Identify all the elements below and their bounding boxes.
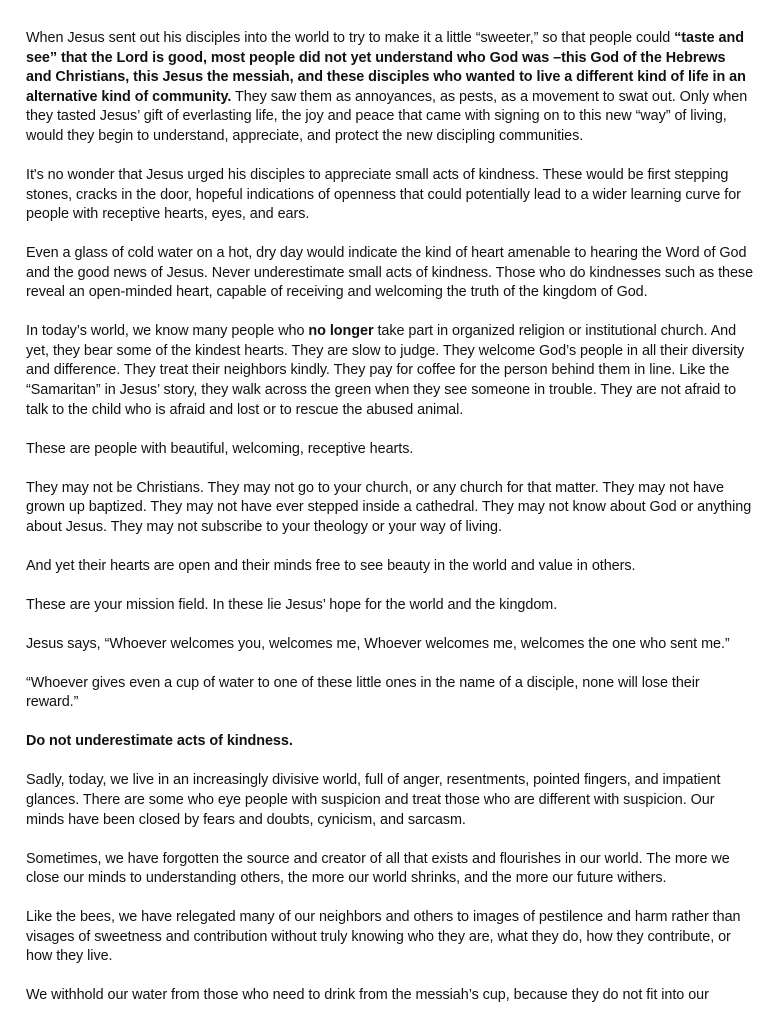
paragraph-do-not-underestimate <box>26 732 754 752</box>
text-span: They may not be Christians. They may not go to your church, or any church for that matter. They may not have grown up baptized. They may not have ever stepped inside a cathedral. They may not know about God or anything about Jesus. They may not subscribe to your theology or your way of living. <box>26 479 752 535</box>
paragraph-withhold-water <box>26 986 754 1006</box>
text-span: These are people with beautiful, welcoming, receptive hearts. <box>26 440 414 457</box>
bold-text-span: Do not underestimate acts of kindness. <box>26 733 293 750</box>
text-span: take part in organized religion or institutional church. And yet, they bear some of the kindest hearts. They are slow to judge. They welcome God’s people in all their diversity and difference. They treat their neighbors kindly. They pay for coffee for the person behind them in line. Like the “Samaritan” in Jesus’ story, they walk across the green when they see someone in trouble. They are not afraid to talk to the child who is afraid and lost or to rescue the abused animal. <box>26 323 745 418</box>
paragraph-whoever-welcomes <box>26 635 754 655</box>
text-span: Even a glass of cold water on a hot, dry day would indicate the kind of heart amenable to hearing the Word of God and the good news of Jesus. Never underestimate small acts of kindness. Those who do kindnesses such as these reveal an open-minded heart, capable of receiving and welcoming the truth of the kingdom of God. <box>26 245 754 301</box>
paragraph-todays-world <box>26 322 754 420</box>
paragraph-small-acts-kindness <box>26 166 754 225</box>
paragraph-hearts-open <box>26 557 754 577</box>
paragraph-like-the-bees <box>26 908 754 967</box>
text-span: These are your mission field. In these lie Jesus’ hope for the world and the kingdom. <box>26 596 558 613</box>
paragraph-divisive-world <box>26 771 754 830</box>
paragraph-forgotten-source <box>26 850 754 889</box>
text-span: It's no wonder that Jesus urged his disciples to appreciate small acts of kindness. These would be first stepping stones, cracks in the door, hopeful indications of openness that could potentially lead to a wider learning curve for people with receptive hearts, eyes, and ears. <box>26 166 741 223</box>
paragraph-glass-of-water <box>26 244 754 303</box>
text-span: And yet their hearts are open and their minds free to see beauty in the world and value in others. <box>26 557 636 574</box>
paragraph-beautiful-hearts <box>26 440 754 460</box>
text-span: They saw them as annoyances, as pests, as a movement to swat out. Only when they tasted Jesus’ gift of everlasting life, the joy and peace that came with signing on to this new “way” of living, would they begin to understand, appreciate, and protect the new discipling communities. <box>26 88 748 144</box>
text-span: Like the bees, we have relegated many of our neighbors and others to images of pestilence and harm rather than visages of sweetness and contribution without truly knowing who they are, what they do, how they contribute, or how they live. <box>26 909 741 965</box>
paragraph-mission-field <box>26 596 754 616</box>
paragraph-cup-of-water <box>26 674 754 713</box>
text-span: Jesus says, “Whoever welcomes you, welcomes me, Whoever welcomes me, welcomes the one who sent me.” <box>26 635 730 652</box>
text-span: Sometimes, we have forgotten the source and creator of all that exists and flourishes in our world. The more we close our minds to understanding others, the more our world shrinks, and the more our future withers. <box>26 850 730 887</box>
text-span: In today’s world, we know many people who <box>26 323 309 340</box>
bold-text-span: “taste and see” that the Lord is good, most people did not yet understand who God was –this God of the Hebrews and Christians, this Jesus the messiah, and these disciples who wanted to live a different kind of life in an alternative kind of community. <box>26 30 746 105</box>
document-page <box>26 29 754 1006</box>
bold-text-span: no longer <box>308 323 374 340</box>
paragraph-may-not-be-christians <box>26 479 754 538</box>
text-span: Sadly, today, we live in an increasingly divisive world, full of anger, resentments, pointed fingers, and impatient glances. There are some who eye people with suspicion and treat those who are different with suspicion. Our minds have been closed by fears and doubts, cynicism, and sarcasm. <box>26 772 721 828</box>
text-span: We withhold our water from those who need to drink from the messiah’s cup, because they do not fit into our <box>26 987 709 1004</box>
text-span: “Whoever gives even a cup of water to one of these little ones in the name of a disciple, none will lose their reward.” <box>26 674 700 711</box>
text-span: When Jesus sent out his disciples into the world to try to make it a little “sweeter,” so that people could <box>26 30 675 46</box>
paragraph-jesus-sent-disciples <box>26 29 754 147</box>
